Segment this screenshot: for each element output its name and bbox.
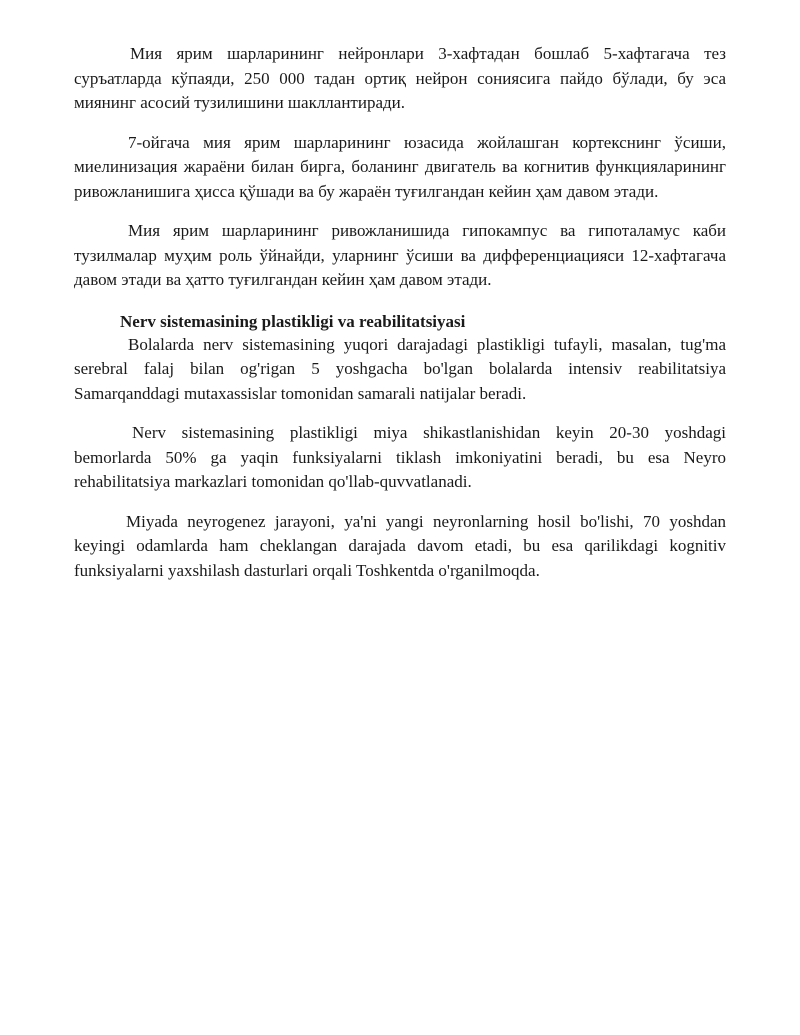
document-page — [74, 42, 726, 598]
paragraph-5: Nerv sistemasining plastikligi miya shikastlanishidan keyin 20-30 yoshdagi bemorlarda 50% ga yaqin funksiyalarni tiklash imkoniyatini beradi, bu esa Neyro rehabilitatsiya markazlari tomonidan qo'llab-quvvatlanadi. — [74, 423, 726, 491]
paragraph-6: Miyada neyrogenez jarayoni, ya'ni yangi neyronlarning hosil bo'lishi, 70 yoshdan keyingi odamlarda ham cheklangan darajada davom etadi, bu esa qarilikdagi kognitiv funksiyalarni yaxshilash dasturlari orqali Toshkentda o'rganilmoqda. — [74, 511, 726, 580]
paragraph-2: 7-ойгача мия ярим шарларининг юзасида жойлашган кортекснинг ўсиши, миелинизация жараёни билан бирга, боланинг двигатель ва когнитив функцияларининг ривожланишига ҳисса қўшади ва бу жараён туғилгандан кейин ҳам давом этади. — [74, 132, 726, 201]
paragraph-3: Мия ярим шарларининг ривожланишида гипокампус ва гипоталамус каби тузилмалар муҳим роль ўйнайди, уларнинг ўсиши ва дифференциацияси 12-хафтагача давом этади ва ҳатто туғилгандан кейин ҳам давом этади. — [74, 221, 726, 289]
paragraph-4: Bolalarda nerv sistemasining yuqori darajadagi plastikligi tufayli, masalan, tug'ma serebral falaj bilan og'rigan 5 yoshgacha bo'lgan bolalarda intensiv reabilitatsiya Samarqanddagi mutaxassislar tomonidan samarali natijalar beradi. — [74, 334, 726, 403]
paragraph-1: Мия ярим шарларининг нейронлари 3-хафтадан бошлаб 5-хафтагача тез суръатларда кўпаяди, 250 000 тадан ортиқ нейрон сониясига пайдо бўлади, бу эса миянинг асосий тузилишини шакллантиради. — [74, 44, 726, 112]
section-heading: Nerv sistemasining plastikligi va reabilitatsiyasi — [120, 311, 466, 331]
